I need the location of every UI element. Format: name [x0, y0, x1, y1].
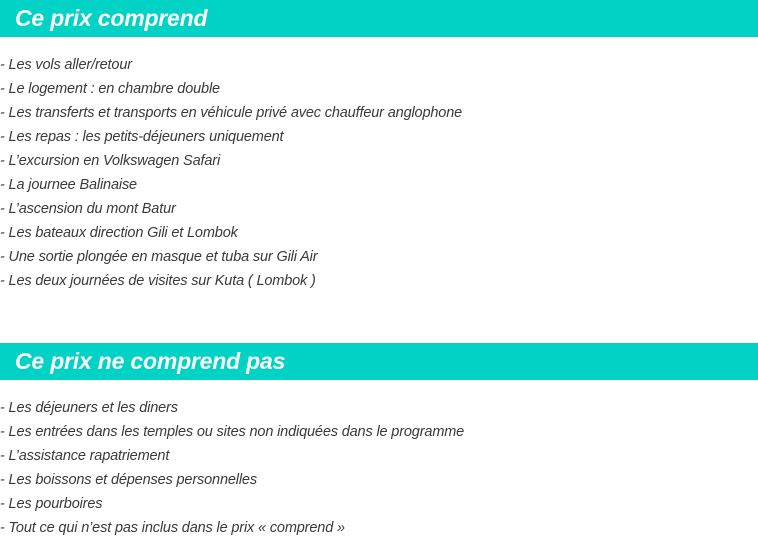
excluded-item-entrance-fees: - Les entrées dans les temples ou sites non indiquées dans le programme [0, 424, 465, 440]
excluded-items-list [0, 396, 464, 540]
excluded-item-tips: - Les pourboires [0, 496, 103, 512]
excluded-item-drinks-expenses: - Les boissons et dépenses personnelles [0, 472, 257, 488]
included-item-boats: - Les bateaux direction Gili et Lombok [0, 225, 238, 241]
excluded-item-lunches-dinners: - Les déjeuners et les diners [0, 400, 178, 416]
included-item-lodging: - Le logement : en chambre double [0, 81, 220, 97]
included-item-balinese-day: - La journee Balinaise [0, 177, 137, 193]
included-item-safari: - L’excursion en Volkswagen Safari [0, 153, 221, 169]
included-section-title: Ce prix comprend [15, 5, 208, 31]
included-item-batur: - L’ascension du mont Batur [0, 201, 176, 217]
included-item-meals: - Les repas : les petits-déjeuners uniquement [0, 129, 284, 145]
included-items-list [0, 53, 462, 293]
included-item-snorkeling: - Une sortie plongée en masque et tuba sur Gili Air [0, 249, 318, 265]
included-item-kuta-visits: - Les deux journées de visites sur Kuta ( Lombok ) [0, 273, 316, 289]
excluded-section-header [0, 343, 758, 380]
included-item-transfers: - Les transferts et transports en véhicule privé avec chauffeur anglophone [0, 105, 463, 121]
included-section-header [0, 0, 758, 37]
included-item-flights: - Les vols aller/retour [0, 57, 132, 73]
excluded-section-title: Ce prix ne comprend pas [15, 348, 286, 374]
excluded-item-everything-else: - Tout ce qui n’est pas inclus dans le prix « comprend » [0, 520, 345, 536]
excluded-item-repatriation: - L’assistance rapatriement [0, 448, 170, 464]
